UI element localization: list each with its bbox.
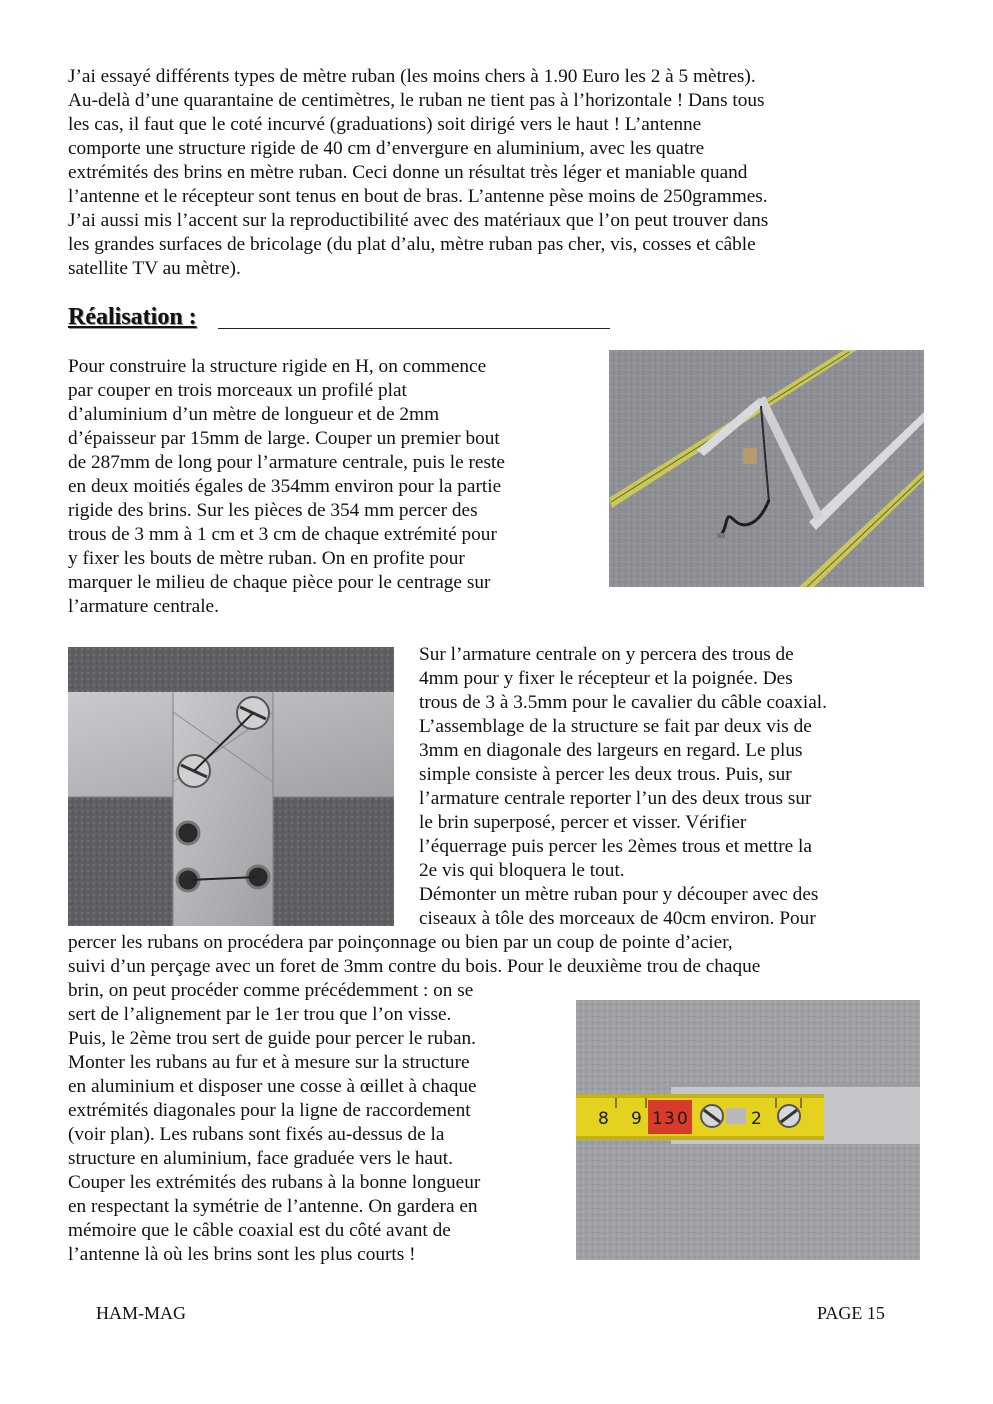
junction-photo	[68, 647, 394, 926]
text-line: Couper les extrémités des rubans à la bonne longueur	[68, 1172, 481, 1193]
text-line: en respectant la symétrie de l’antenne. On gardera en	[68, 1196, 478, 1217]
text-line: structure en aluminium, face graduée vers le haut.	[68, 1148, 453, 1169]
text-line: percer les rubans on procédera par poinçonnage ou bien par un coup de pointe d’acier,	[68, 932, 733, 953]
text-line: Puis, le 2ème trou sert de guide pour percer le ruban.	[68, 1028, 476, 1049]
text-line: trous de 3 mm à 1 cm et 3 cm de chaque extrémité pour	[68, 524, 497, 545]
text-line: L’assemblage de la structure se fait par deux vis de	[419, 716, 812, 737]
tape-digit: 0	[677, 1109, 688, 1129]
tape-digit: 1	[652, 1109, 663, 1129]
text-line: (voir plan). Les rubans sont fixés au-dessus de la	[68, 1124, 445, 1145]
text-line: le brin superposé, percer et visser. Vérifier	[419, 812, 747, 833]
text-line: marquer le milieu de chaque pièce pour le centrage sur	[68, 572, 491, 593]
junction-photo-image	[68, 647, 394, 926]
text-line: brin, on peut procéder comme précédemment : on se	[68, 980, 474, 1001]
text-line: extrémités diagonales pour la ligne de raccordement	[68, 1100, 471, 1121]
text-line: en aluminium et disposer une cosse à œillet à chaque	[68, 1076, 477, 1097]
footer-magazine: HAM-MAG	[96, 1303, 186, 1323]
tape-digit: 2	[751, 1109, 762, 1129]
text-line: l’équerrage puis percer les 2èmes trous et mettre la	[419, 836, 812, 857]
intro-line: satellite TV au mètre).	[68, 258, 241, 279]
text-line: 4mm pour y fixer le récepteur et la poignée. Des	[419, 668, 793, 689]
text-line: Démonter un mètre ruban pour y découper avec des	[419, 884, 819, 905]
text-line: en deux moitiés égales de 354mm environ pour la partie	[68, 476, 502, 497]
tape-photo	[576, 1000, 920, 1260]
text-line: par couper en trois morceaux un profilé plat	[68, 380, 407, 401]
paragraph-structure	[68, 355, 505, 619]
text-line: 3mm en diagonale des largeurs en regard. Le plus	[419, 740, 803, 761]
intro-line: extrémités des brins en mètre ruban. Ceci donne un résultat très léger et maniable quand	[68, 162, 748, 183]
text-line: 2e vis qui bloquera le tout.	[419, 860, 625, 881]
text-line: y fixer les bouts de mètre ruban. On en profite pour	[68, 548, 465, 569]
text-line: d’épaisseur par 15mm de large. Couper un premier bout	[68, 428, 500, 449]
text-line: mémoire que le câble coaxial est du côté avant de	[68, 1220, 451, 1241]
text-line: Monter les rubans au fur et à mesure sur la structure	[68, 1052, 470, 1073]
paragraph-drilling	[68, 931, 760, 979]
antenna-photo-image	[609, 350, 924, 587]
tape-photo-image	[576, 1000, 920, 1260]
intro-line: l’antenne et le récepteur sont tenus en bout de bras. L’antenne pèse moins de 250grammes.	[68, 186, 768, 207]
heading-rule	[218, 328, 610, 329]
section-heading: Réalisation :	[68, 304, 197, 330]
text-line: Sur l’armature centrale on y percera des trous de	[419, 644, 794, 665]
tape-digit: 9	[631, 1109, 642, 1129]
text-line: suivi d’un perçage avec un foret de 3mm contre du bois. Pour le deuxième trou de chaque	[68, 956, 761, 977]
footer-page-number: PAGE 15	[817, 1303, 885, 1323]
text-line: simple consiste à percer les deux trous. Puis, sur	[419, 764, 792, 785]
text-line: sert de l’alignement par le 1er trou que l’on visse.	[68, 1004, 452, 1025]
intro-line: Au-delà d’une quarantaine de centimètres, le ruban ne tient pas à l’horizontale ! Dans tous	[68, 90, 765, 111]
intro-line: comporte une structure rigide de 40 cm d’envergure en aluminium, avec les quatre	[68, 138, 705, 159]
antenna-photo	[609, 350, 924, 587]
paragraph-mounting	[68, 979, 480, 1267]
text-line: trous de 3 à 3.5mm pour le cavalier du câble coaxial.	[419, 692, 827, 713]
intro-line: les grandes surfaces de bricolage (du plat d’alu, mètre ruban pas cher, vis, cosses et câble	[68, 234, 756, 255]
tape-digit: 3	[664, 1109, 675, 1129]
intro-line: J’ai essayé différents types de mètre ruban (les moins chers à 1.90 Euro les 2 à 5 mètres).	[68, 66, 756, 87]
text-line: d’aluminium d’un mètre de longueur et de 2mm	[68, 404, 440, 425]
text-line: ciseaux à tôle des morceaux de 40cm environ. Pour	[419, 908, 816, 929]
text-line: l’armature centrale reporter l’un des deux trous sur	[419, 788, 812, 809]
text-line: Pour construire la structure rigide en H, on commence	[68, 356, 487, 377]
intro-line: J’ai aussi mis l’accent sur la reproductibilité avec des matériaux que l’on peut trouver dans	[68, 210, 769, 231]
intro-line: les cas, il faut que le coté incurvé (graduations) soit dirigé vers le haut ! L’antenne	[68, 114, 702, 135]
intro-paragraph	[68, 65, 768, 281]
text-line: rigide des brins. Sur les pièces de 354 mm percer des	[68, 500, 478, 521]
paragraph-assembly	[419, 643, 827, 931]
text-line: de 287mm de long pour l’armature centrale, puis le reste	[68, 452, 505, 473]
tape-digit: 8	[598, 1109, 609, 1129]
text-line: l’antenne là où les brins sont les plus courts !	[68, 1244, 416, 1265]
text-line: l’armature centrale.	[68, 596, 219, 617]
